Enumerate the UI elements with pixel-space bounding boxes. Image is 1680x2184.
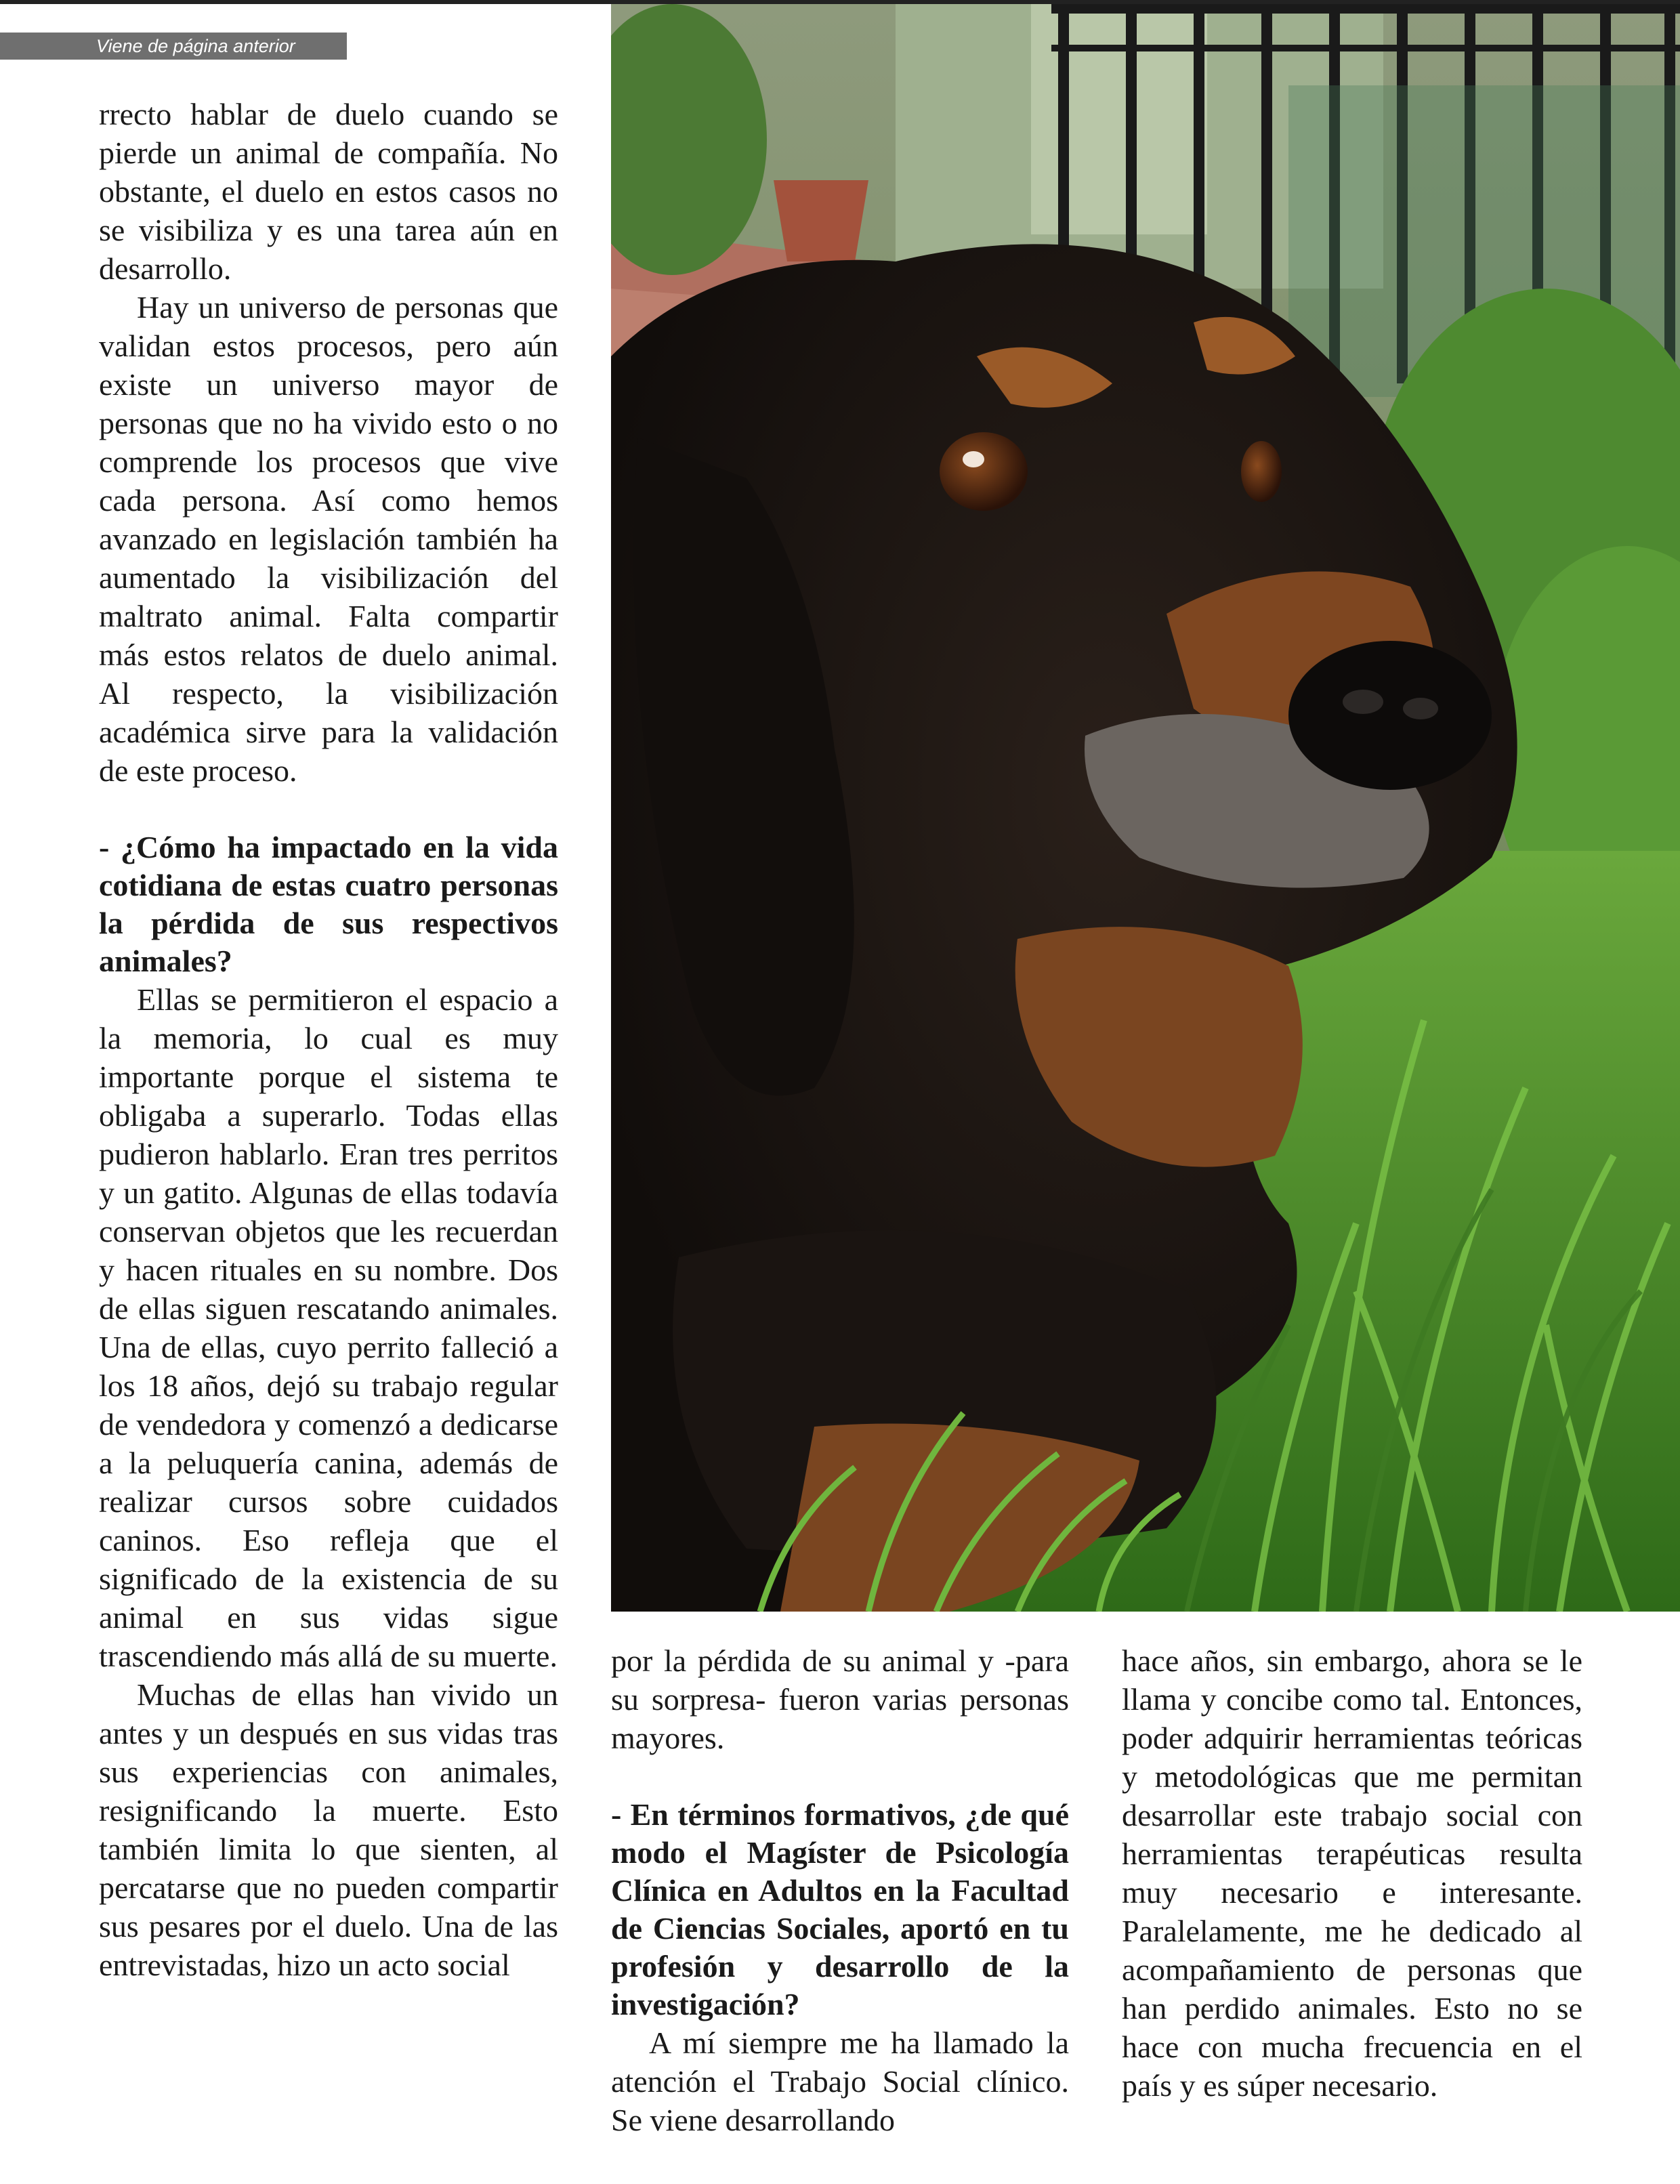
paragraph: rrecto hablar de duelo cuando se pierde un animal de compañía. No obstante, el duelo en estos casos no se visibiliza y es una tarea aún en desarrollo. [99, 97, 558, 286]
paragraph: hace años, sin embargo, ahora se le llama y concibe como tal. Entonces, poder adquirir herramientas teóricas y metodológicas que me permitan desarrollar este trabajo social con herramientas terapéuticas resulta muy necesario e interesante. Paralelamente, me he dedicado al acompañamiento de personas que han perdido animales. Esto no se hace con mucha frecuencia en el país y es súper necesario. [1122, 1643, 1582, 2103]
paragraph: A mí siempre me ha llamado la atención el Trabajo Social clínico. Se viene desarrollando [611, 2025, 1069, 2137]
right-text-column [1122, 1641, 1582, 2105]
middle-text-column [611, 1641, 1069, 2139]
interview-question: - ¿Cómo ha impactado en la vida cotidiana de estas cuatro personas la pérdida de sus respectivos animales? [99, 830, 558, 978]
dog-photo [611, 4, 1680, 1612]
interview-question: - En términos formativos, ¿de qué modo el Magíster de Psicología Clínica en Adultos en la Facultad de Ciencias Sociales, aportó en tu profesión y desarrollo de la investigación? [611, 1797, 1069, 2021]
dog-photo-illustration [611, 4, 1680, 1612]
left-text-column [99, 95, 558, 1984]
paragraph: por la pérdida de su animal y -para su sorpresa- fueron varias personas mayores. [611, 1643, 1069, 1755]
paragraph: Ellas se permitieron el espacio a la memoria, lo cual es muy importante porque el sistema te obligaba a superarlo. Todas ellas pudieron hablarlo. Eran tres perritos y un gatito. Algunas de ellas todavía conservan objetos que les recuerdan y hacen rituales en su nombre. Dos de ellas siguen rescatando animales. Una de ellas, cuyo perrito falleció a los 18 años, dejó su trabajo regular de vendedora y comenzó a dedicarse a la peluquería canina, además de realizar cursos sobre cuidados caninos. Eso refleja que el significado de la existencia de su animal en sus vidas sigue trascendiendo más allá de su muerte. [99, 982, 558, 1673]
paragraph: Hay un universo de personas que validan estos procesos, pero aún existe un universo mayor de personas que no ha vivido esto o no comprende los procesos que vive cada persona. Así como hemos avanzado en legislación también ha aumentado la visibilización del maltrato animal. Falta compartir más estos relatos de duelo animal. Al respecto, la visibilización académica sirve para la validación de este proceso. [99, 290, 558, 788]
paragraph: Muchas de ellas han vivido un antes y un después en sus vidas tras sus experiencias con animales, resignificando la muerte. Esto también limita lo que sienten, al percatarse que no pueden compartir sus pesares por el duelo. Una de las entrevistadas, hizo un acto social [99, 1677, 558, 1982]
continued-from-previous-page-tag: Viene de página anterior [0, 33, 347, 60]
